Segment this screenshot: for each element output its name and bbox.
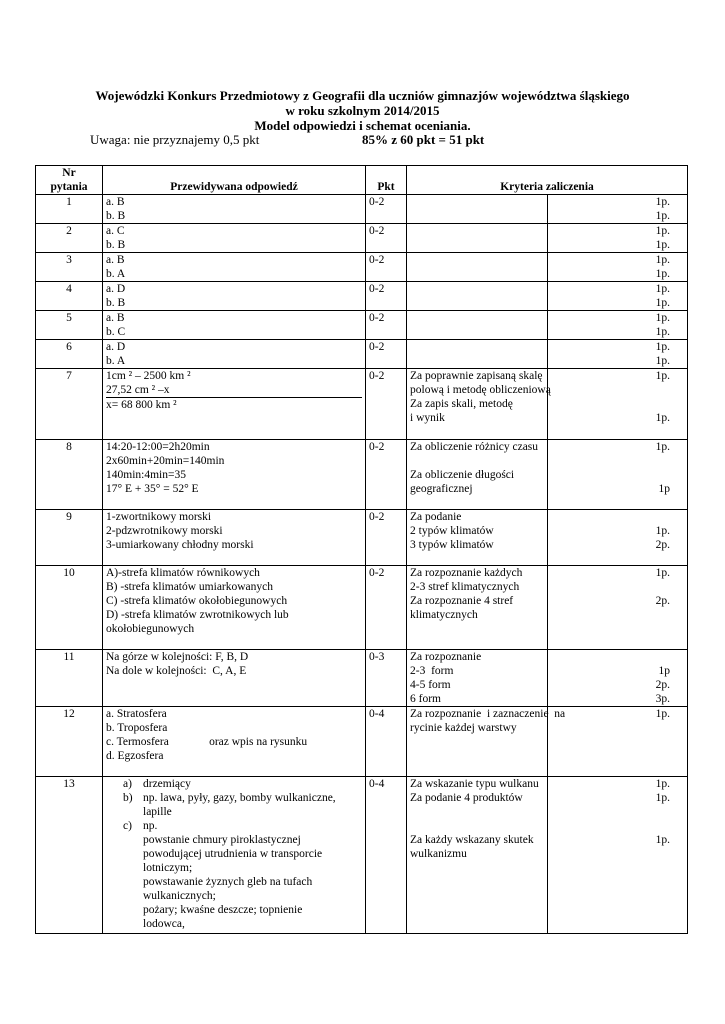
list-text: powodującej utrudnienia w transporcie — [143, 848, 323, 860]
cell-line: 1p. — [655, 341, 670, 353]
list-item — [123, 777, 362, 791]
question-number: 11 — [36, 650, 103, 707]
cell-line — [551, 425, 671, 439]
cell-line: Za poprawnie zapisaną skalę — [410, 370, 543, 382]
cell-line: Na górze w kolejności: F, B, D — [106, 651, 249, 663]
list-text: lotniczym; — [143, 862, 193, 874]
criteria-cell — [407, 311, 548, 340]
table-row — [36, 253, 688, 282]
cell-line: 2p. — [655, 539, 670, 551]
cell-line: klimatycznych — [410, 609, 478, 621]
list-item — [123, 791, 362, 819]
cell-line — [551, 650, 671, 664]
answer-cell — [103, 282, 366, 311]
cell-line: 14:20-12:00=2h20min — [106, 441, 210, 453]
cell-line: b. B — [106, 297, 126, 309]
cell-line — [551, 383, 671, 397]
cell-line: Za rozpoznanie 4 stref — [410, 595, 514, 607]
cell-line: b. Troposfera — [106, 722, 168, 734]
answer-cell — [103, 253, 366, 282]
list-item — [123, 819, 362, 931]
cell-line — [551, 608, 671, 622]
answer-cell — [103, 777, 366, 934]
points-awarded — [547, 707, 688, 777]
cell-line: 2-3 form — [410, 665, 454, 677]
cell-line: b. A — [106, 355, 126, 367]
question-number: 3 — [36, 253, 103, 282]
list-text: powstanie chmury piroklastycznej — [143, 834, 301, 846]
cell-line: 1p. — [655, 225, 670, 237]
cell-line: D) -strefa klimatów zwrotnikowych lub — [106, 609, 289, 621]
answer-cell — [103, 311, 366, 340]
cell-line — [551, 454, 671, 468]
points-range: 0-2 — [366, 282, 407, 311]
cell-line: 1p — [658, 665, 670, 677]
col-nr-label: Nr — [62, 167, 76, 179]
cell-line: a. D — [106, 341, 126, 353]
cell-line: 1p. — [655, 196, 670, 208]
cell-line: Za wskazanie typu wulkanu — [410, 778, 539, 790]
cell-line: 27,52 cm ² –x — [106, 383, 362, 398]
cell-line: a. D — [106, 283, 126, 295]
cell-line: 1p. — [655, 778, 670, 790]
points-range: 0-2 — [366, 340, 407, 369]
cell-line: x= 68 800 km ² — [106, 399, 177, 411]
points-awarded — [547, 195, 688, 224]
cell-line: rycinie każdej warstwy — [410, 722, 517, 734]
cell-line: 3-umiarkowany chłodny morski — [106, 539, 254, 551]
points-awarded — [547, 224, 688, 253]
cell-line — [410, 805, 544, 819]
cell-line: 1p — [658, 483, 670, 495]
cell-line: 1p. — [655, 441, 670, 453]
list-text: lodowca, — [143, 918, 185, 930]
cell-line — [551, 510, 671, 524]
points-range: 0-2 — [366, 369, 407, 440]
answer-cell — [103, 224, 366, 253]
table-row — [36, 311, 688, 340]
cell-line — [410, 819, 544, 833]
table-row — [36, 650, 688, 707]
cell-line: okołobiegunowych — [106, 623, 195, 635]
cell-line: Za każdy wskazany skutek — [410, 834, 534, 846]
question-number: 1 — [36, 195, 103, 224]
question-number: 13 — [36, 777, 103, 934]
question-number: 6 — [36, 340, 103, 369]
cell-line: 1-zwortnikowy morski — [106, 511, 212, 523]
cell-line: 3p. — [655, 693, 670, 705]
cell-line: 2-3 stref klimatycznych — [410, 581, 520, 593]
question-number: 2 — [36, 224, 103, 253]
cell-line — [551, 397, 671, 411]
cell-line — [551, 805, 671, 819]
table-row — [36, 707, 688, 777]
cell-line: a. B — [106, 196, 125, 208]
cell-line: a. B — [106, 254, 125, 266]
points-range: 0-2 — [366, 195, 407, 224]
answer-cell — [103, 440, 366, 510]
list-text: drzemiący — [143, 778, 191, 790]
points-awarded — [547, 440, 688, 510]
points-awarded — [547, 777, 688, 934]
answer-cell — [103, 650, 366, 707]
cell-line: 1p. — [655, 412, 670, 424]
cell-line: 1p. — [655, 312, 670, 324]
table-row — [36, 510, 688, 566]
criteria-cell — [407, 340, 548, 369]
points-range: 0-4 — [366, 707, 407, 777]
cell-line: Za rozpoznanie — [410, 651, 482, 663]
cell-line: B) -strefa klimatów umiarkowanych — [106, 581, 274, 593]
cell-line: a. B — [106, 312, 125, 324]
points-range: 0-2 — [366, 311, 407, 340]
cell-line: i wynik — [410, 412, 445, 424]
points-awarded — [547, 282, 688, 311]
points-awarded — [547, 253, 688, 282]
answer-cell — [103, 707, 366, 777]
table-row — [36, 224, 688, 253]
cell-line: 1p. — [655, 792, 670, 804]
points-awarded — [547, 340, 688, 369]
answer-cell — [103, 340, 366, 369]
criteria-cell — [407, 650, 548, 707]
table-row — [36, 566, 688, 650]
criteria-cell — [407, 777, 548, 934]
list-text: np. lawa, pyły, gazy, bomby wulkaniczne, — [143, 792, 336, 804]
points-awarded — [547, 369, 688, 440]
table-row — [36, 195, 688, 224]
answer-cell — [103, 566, 366, 650]
cell-line: 2-pdzwrotnikowy morski — [106, 525, 223, 537]
cell-line — [410, 622, 544, 636]
cell-line: 1p. — [655, 239, 670, 251]
table-row — [36, 777, 688, 934]
cell-line: b. C — [106, 326, 126, 338]
criteria-cell — [407, 566, 548, 650]
cell-line: 1p. — [655, 708, 670, 720]
cell-line: Na dole w kolejności: C, A, E — [106, 665, 247, 677]
question-number: 12 — [36, 707, 103, 777]
cell-line: 1p. — [655, 326, 670, 338]
cell-line: geograficznej — [410, 483, 473, 495]
cell-line — [410, 425, 544, 439]
cell-line: Za rozpoznanie i zaznaczenie na — [410, 708, 566, 720]
points-range: 0-4 — [366, 777, 407, 934]
criteria-cell — [407, 224, 548, 253]
cell-line: 1p. — [655, 355, 670, 367]
cell-line — [410, 454, 544, 468]
criteria-cell — [407, 253, 548, 282]
cell-line: 1p. — [655, 297, 670, 309]
cell-line: 1p. — [655, 283, 670, 295]
points-range: 0-2 — [366, 440, 407, 510]
col-pkt-header: Pkt — [366, 166, 407, 195]
col-criteria-header: Kryteria zaliczenia — [407, 166, 688, 195]
question-number: 10 — [36, 566, 103, 650]
cell-line: 17° E + 35° = 52° E — [106, 483, 199, 495]
cell-line: Za obliczenie długości — [410, 469, 515, 481]
criteria-cell — [407, 369, 551, 440]
criteria-cell — [407, 510, 548, 566]
cell-line — [551, 819, 671, 833]
title-line-3: Model odpowiedzi i schemat oceniania. — [254, 118, 471, 133]
score-threshold: 85% z 60 pkt = 51 pkt — [362, 132, 485, 147]
points-range: 0-3 — [366, 650, 407, 707]
cell-line: 3 typów klimatów — [410, 539, 494, 551]
answer-key-table — [35, 165, 688, 934]
cell-line: A)-strefa klimatów równikowych — [106, 567, 260, 579]
points-range: 0-2 — [366, 224, 407, 253]
title-line-2: w roku szkolnym 2014/2015 — [285, 103, 440, 118]
criteria-cell — [407, 282, 548, 311]
cell-line: 1p. — [655, 525, 670, 537]
cell-line: c. Termosfera oraz wpis na rysunku — [106, 736, 308, 748]
table-row — [36, 369, 688, 440]
cell-line: 1p. — [655, 370, 670, 382]
cell-line: 1p. — [655, 834, 670, 846]
criteria-cell — [407, 707, 566, 777]
cell-line — [551, 468, 671, 482]
question-number: 5 — [36, 311, 103, 340]
table-row — [36, 282, 688, 311]
list-text: pożary; kwaśne deszcze; topnienie — [143, 904, 303, 916]
cell-line: 1p. — [655, 567, 670, 579]
cell-line: C) -strefa klimatów okołobiegunowych — [106, 595, 288, 607]
cell-line: 4-5 form — [410, 679, 451, 691]
question-number: 4 — [36, 282, 103, 311]
cell-line: a. Stratosfera — [106, 708, 167, 720]
list-text: np. — [143, 820, 158, 832]
cell-line: Za rozpoznanie każdych — [410, 567, 523, 579]
table-header-row — [36, 166, 688, 195]
cell-line: Za podanie — [410, 511, 462, 523]
answer-cell — [103, 510, 366, 566]
cell-line: Za zapis skali, metodę — [410, 398, 513, 410]
question-number: 9 — [36, 510, 103, 566]
cell-line: Za obliczenie różnicy czasu — [410, 441, 539, 453]
cell-line — [551, 622, 671, 636]
list-text: wulkanicznych; — [143, 890, 216, 902]
points-awarded — [547, 650, 688, 707]
cell-line: b. B — [106, 210, 126, 222]
cell-line: 140min:4min=35 — [106, 469, 186, 481]
points-range: 0-2 — [366, 566, 407, 650]
cell-line: wulkanizmu — [410, 848, 467, 860]
criteria-cell — [407, 440, 548, 510]
list-marker: a) — [123, 778, 132, 790]
cell-line: a. C — [106, 225, 125, 237]
table-row — [36, 340, 688, 369]
question-number: 8 — [36, 440, 103, 510]
note: Uwaga: nie przyznajemy 0,5 pkt — [90, 132, 260, 147]
cell-line: 1cm ² – 2500 km ² — [106, 370, 191, 382]
points-awarded — [547, 311, 688, 340]
question-number: 7 — [36, 369, 103, 440]
col-nr-label-2: pytania — [50, 181, 88, 193]
cell-line: b. A — [106, 268, 126, 280]
points-range: 0-2 — [366, 510, 407, 566]
list-marker: c) — [123, 820, 132, 832]
list-text: powstawanie żyznych gleb na tufach — [143, 876, 313, 888]
cell-line: d. Egzosfera — [106, 750, 164, 762]
cell-line: 2p. — [655, 679, 670, 691]
cell-line: polową i metodę obliczeniową — [410, 384, 551, 396]
cell-line: 2x60min+20min=140min — [106, 455, 225, 467]
cell-line: Za podanie 4 produktów — [410, 792, 523, 804]
cell-line: 1p. — [655, 254, 670, 266]
cell-line: 2 typów klimatów — [410, 525, 494, 537]
list-marker: b) — [123, 792, 133, 804]
list-text: lapille — [143, 806, 172, 818]
title-line-1: Wojewódzki Konkurs Przedmiotowy z Geografii dla uczniów gimnazjów województwa śląskiego — [95, 88, 630, 103]
table-row — [36, 440, 688, 510]
cell-line: 1p. — [655, 268, 670, 280]
cell-line: 1p. — [655, 210, 670, 222]
cell-line — [551, 580, 671, 594]
points-awarded — [547, 566, 688, 650]
cell-line: b. B — [106, 239, 126, 251]
cell-line: 2p. — [655, 595, 670, 607]
points-awarded — [547, 510, 688, 566]
criteria-cell — [407, 195, 548, 224]
col-answer-header: Przewidywana odpowiedź — [103, 166, 366, 195]
cell-line: 6 form — [410, 693, 441, 705]
points-range: 0-2 — [366, 253, 407, 282]
answer-cell — [103, 195, 366, 224]
answer-cell — [103, 369, 366, 440]
